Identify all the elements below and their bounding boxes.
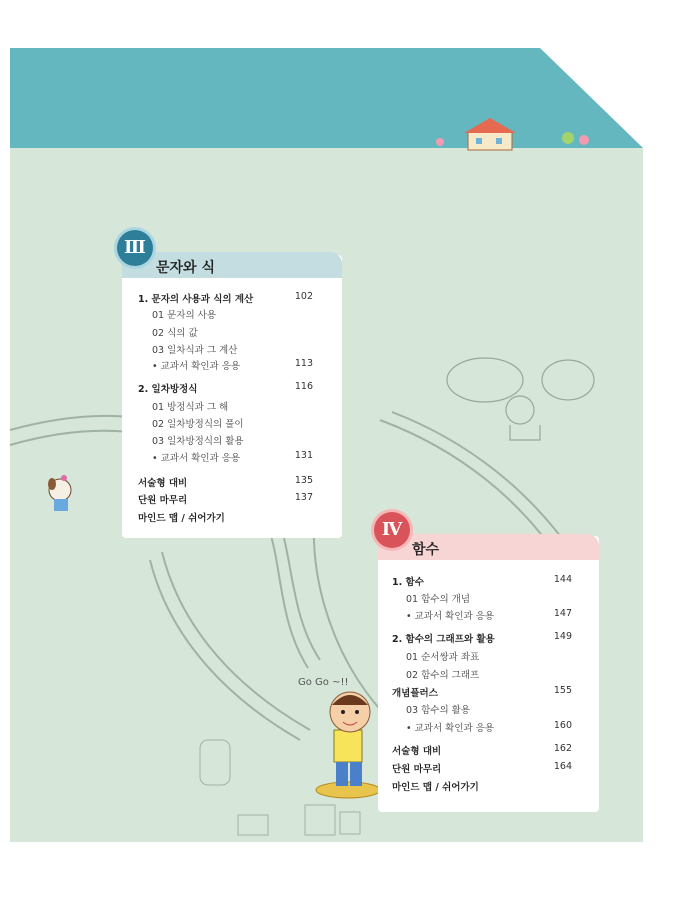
toc-entry-label: 마인드 맵 / 쉬어가기: [392, 782, 479, 793]
section-3-title: 문자와 식: [156, 260, 215, 276]
toc-entry-page: 135: [294, 475, 313, 486]
toc-entry-label: • 교과서 확인과 응용: [152, 361, 241, 372]
toc-entry-label: 단원 마무리: [138, 495, 188, 506]
toc-entry-label: 02 함수의 그래프: [406, 670, 480, 681]
toc-entry[interactable]: [138, 381, 313, 395]
toc-entry[interactable]: [152, 399, 313, 413]
section-4-header: [378, 534, 599, 560]
toc-entry-page: 149: [553, 631, 572, 642]
toc-entry-label: 01 순서쌍과 좌표: [406, 652, 480, 663]
toc-entry-label: 1. 문자의 사용과 식의 계산: [138, 294, 254, 305]
toc-entry-page: 131: [294, 450, 313, 461]
toc-entry-label: 개념플러스: [392, 688, 438, 699]
toc-entry[interactable]: [152, 307, 313, 321]
toc-entry[interactable]: [406, 702, 572, 716]
toc-entry[interactable]: [152, 325, 313, 339]
toc-entry-page: 102: [294, 291, 313, 302]
toc-entry[interactable]: [406, 667, 572, 681]
toc-entry[interactable]: [406, 608, 572, 622]
toc-entry-page: 113: [294, 358, 313, 369]
toc-entry-page: 160: [553, 720, 572, 731]
toc-entry-label: 2. 함수의 그래프와 활용: [392, 634, 495, 645]
toc-entry-label: • 교과서 확인과 응용: [406, 611, 495, 622]
toc-entry-page: 155: [553, 685, 572, 696]
section-4-title: 함수: [412, 542, 440, 558]
toc-entry[interactable]: [392, 779, 572, 793]
toc-entry[interactable]: [152, 433, 313, 447]
toc-entry-label: 02 일차방정식의 풀이: [152, 419, 244, 430]
toc-entry-label: 01 문자의 사용: [152, 310, 217, 321]
toc-entry[interactable]: [392, 761, 572, 775]
toc-entry[interactable]: [138, 510, 313, 524]
toc-entry[interactable]: [152, 342, 313, 356]
toc-entry-label: • 교과서 확인과 응용: [406, 723, 495, 734]
section-3-header: [122, 252, 342, 278]
toc-entry[interactable]: [392, 631, 572, 645]
toc-entry-label: 2. 일차방정식: [138, 384, 198, 395]
toc-entry[interactable]: [138, 492, 313, 506]
toc-entry-label: 서술형 대비: [392, 746, 442, 757]
toc-entry[interactable]: [138, 291, 313, 305]
section-3-numeral-badge: Ⅲ: [117, 230, 153, 266]
toc-entry[interactable]: [406, 649, 572, 663]
toc-entry-page: 144: [553, 574, 572, 585]
toc-entry-label: 마인드 맵 / 쉬어가기: [138, 513, 225, 524]
toc-entry-page: 137: [294, 492, 313, 503]
toc-entry-label: 서술형 대비: [138, 478, 188, 489]
toc-entry[interactable]: [406, 591, 572, 605]
toc-entry[interactable]: [392, 685, 572, 699]
toc-entry-label: 1. 함수: [392, 577, 424, 588]
go-go-speech: Go Go ~!!: [298, 677, 349, 688]
toc-entry[interactable]: [392, 743, 572, 757]
toc-entry-label: 03 일차식과 그 계산: [152, 345, 238, 356]
toc-entry[interactable]: [406, 720, 572, 734]
toc-entry-label: 01 방정식과 그 해: [152, 402, 229, 413]
toc-entry-page: 164: [553, 761, 572, 772]
toc-entry-page: 147: [553, 608, 572, 619]
toc-entry-page: 162: [553, 743, 572, 754]
toc-entry[interactable]: [152, 358, 313, 372]
toc-entry-label: • 교과서 확인과 응용: [152, 453, 241, 464]
toc-entry-label: 02 식의 값: [152, 328, 198, 339]
toc-entry-label: 단원 마무리: [392, 764, 442, 775]
toc-entry[interactable]: [152, 416, 313, 430]
toc-entry[interactable]: [152, 450, 313, 464]
toc-entry[interactable]: [392, 574, 572, 588]
toc-entry-label: 03 일차방정식의 활용: [152, 436, 244, 447]
toc-entry-label: 03 함수의 활용: [406, 705, 471, 716]
toc-entry-page: 116: [294, 381, 313, 392]
toc-entry[interactable]: [138, 475, 313, 489]
toc-entry-label: 01 함수의 개념: [406, 594, 471, 605]
section-4-numeral-badge: Ⅳ: [374, 512, 410, 548]
